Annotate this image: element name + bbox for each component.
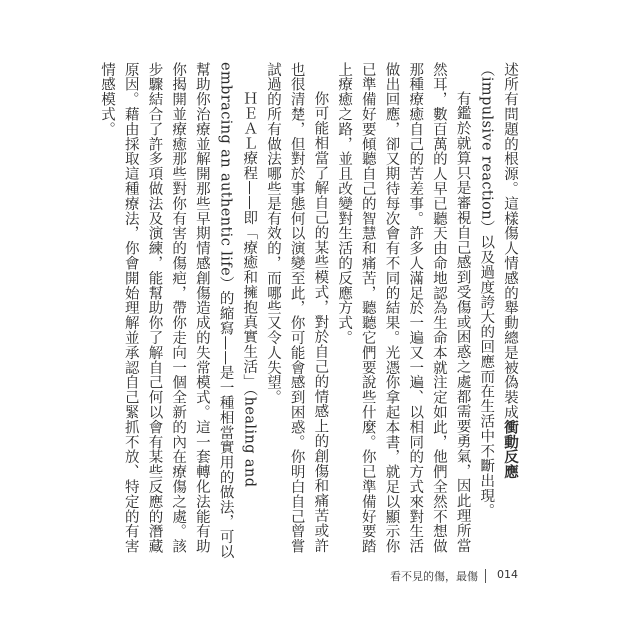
book-page [99, 62, 522, 583]
paragraph [331, 62, 473, 567]
text-run: （impulsive reaction）以及過度誇大的回應而在生活中不斷出現。 [478, 62, 495, 519]
text-run: 你可能相當了解自己的某些模式，對於自己的情感上的創傷和痛苦或許也很清楚，但對於事態何以演變至此，你可能會感到困惑。你明白自己曾嘗試過的所有做法哪些是有效的，而哪些又令人失望。 [264, 62, 329, 554]
body-text [94, 62, 522, 567]
page-number: 014 [497, 568, 518, 581]
bold-term: 衝動反應 [502, 419, 519, 480]
footer-divider [485, 569, 486, 583]
paragraph [94, 62, 260, 567]
text-run: 有鑑於就算只是審視自己感到受傷或困惑之處都需要勇氣，因此理所當然耳，數百萬的人早已聽天由命地認為生命本就注定如此，他們全然不想做那種療癒自己的苦差事。許多人滿足於一遍又一遍、以相同的方式來對生活做出回應，卻又期待每次會有不同的結果。光憑你拿起本書，就足以顯示你已準備好要傾聽自己的智慧和痛苦，聽聽它們要說些什麼。你已準備好要踏上療癒之路，並且改變對生活的反應方式。 [336, 62, 471, 554]
paragraph [474, 62, 522, 567]
paragraph [260, 62, 331, 567]
page-footer [332, 568, 522, 586]
running-title: 看不見的傷，最傷 [390, 570, 478, 583]
text-run: ＨＥＡＬ療程——即「療癒和擁抱真實生活」（healing and embracing an authentic life）的縮寫——是一種相當實用的做法，可以幫助你治療並解開那些早期情感創傷造成的失常模式。這一套轉化法能有助你揭開並療癒那些對你有害的傷疤，帶你走向一個全新的內在療傷之處。該步驟結合了許多項做法及演練，能幫助你了解自己何以會有某些反應的潛藏原因。藉由採取這種療法，你會開始理解並承認自己緊抓不放、特定的有害情感模式。 [99, 62, 258, 560]
text-run: 述所有問題的根源。這樣傷人情感的舉動總是被偽裝成 [502, 62, 518, 420]
